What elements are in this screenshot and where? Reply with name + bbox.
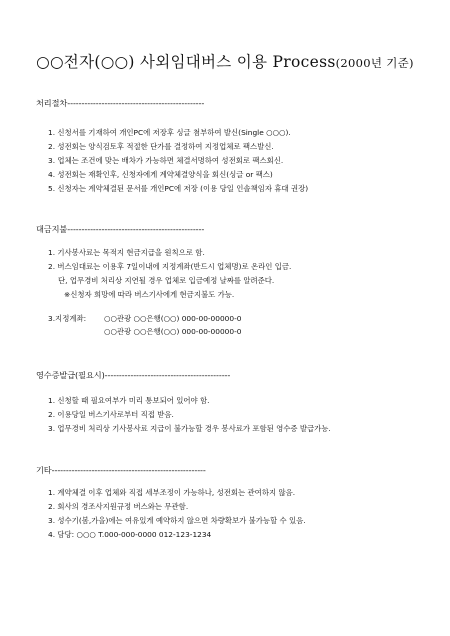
- list-item: 5. 신청자는 계약체결된 문서를 개인PC에 저장 (이용 당일 인솔책임자 휴대 권장): [48, 184, 309, 193]
- list-item: ※신청자 희망에 따라 버스기사에게 현금지불도 가능.: [64, 290, 235, 299]
- account-label: 3.지정계좌:: [48, 314, 87, 323]
- section-heading-payment: 대금지불------------------------------------------------: [36, 224, 205, 234]
- list-item: 3. 업체는 조건에 맞는 배차가 가능하면 체결서명하여 성전회로 팩스회신.: [48, 156, 284, 165]
- list-item: 2. 버스임대료는 이용후 7일이내에 지정계좌(반드시 업체명)로 온라인 입금.: [48, 262, 292, 271]
- list-item: 1. 계약체결 이후 업체와 직접 세부조정이 가능하나, 성전회는 관여하지 않음.: [48, 488, 296, 497]
- process-list: [48, 126, 308, 196]
- document-title: [0, 50, 450, 72]
- title-main: ○○전자(○○) 사외임대버스 이용 Process: [36, 53, 336, 71]
- list-item: 3. 성수기(봄,가을)에는 여유있게 예약하지 않으면 차량확보가 불가능할 수 있음.: [48, 516, 306, 525]
- section-heading-process: 처리절차------------------------------------------------: [36, 98, 205, 108]
- list-item: 2. 회사의 경조사지원규정 버스와는 무관함.: [48, 502, 189, 511]
- payment-list: [48, 246, 291, 302]
- list-item: 단, 업무경비 처리상 지연될 경우 업체로 입금예정 날짜를 알려준다.: [58, 276, 275, 285]
- list-item: 2. 성전회는 양식검토후 적절한 단가를 결정하여 지정업체로 팩스발신.: [48, 142, 274, 151]
- etc-list: [48, 486, 306, 542]
- receipt-list: [48, 394, 331, 436]
- list-item: 4. 담당: ○○○ T.000-000-0000 012-123-1234: [48, 530, 212, 539]
- list-item: 1. 신청서를 기재하여 개인PC에 저장후 싱글 첨부하여 발신(Single ○○○).: [48, 128, 291, 137]
- account-line: ○○관광 ○○은행(○○) 000-00-00000-0: [104, 314, 242, 323]
- list-item: 1. 기사봉사료는 목적지 현금지급을 원칙으로 함.: [48, 248, 205, 257]
- title-sub: (2000년 기준): [335, 56, 414, 70]
- list-item: 2. 이용당일 버스기사로부터 직접 받음.: [48, 410, 174, 419]
- section-heading-receipt: 영수증발급(필요시)--------------------------------------------: [36, 370, 231, 380]
- account-line: ○○관광 ○○은행(○○) 000-00-00000-0: [104, 327, 242, 336]
- section-heading-etc: 기타------------------------------------------------------: [36, 465, 206, 475]
- list-item: 1. 신청할 때 필요여부가 미리 통보되어 있어야 함.: [48, 396, 210, 405]
- list-item: 4. 성전회는 재확인후, 신청자에게 계약체결양식을 회신(싱글 or 팩스): [48, 170, 273, 179]
- list-item: 3. 업무경비 처리상 기사봉사료 지급이 불가능할 경우 봉사료가 포함된 영수증 발급가능.: [48, 424, 331, 433]
